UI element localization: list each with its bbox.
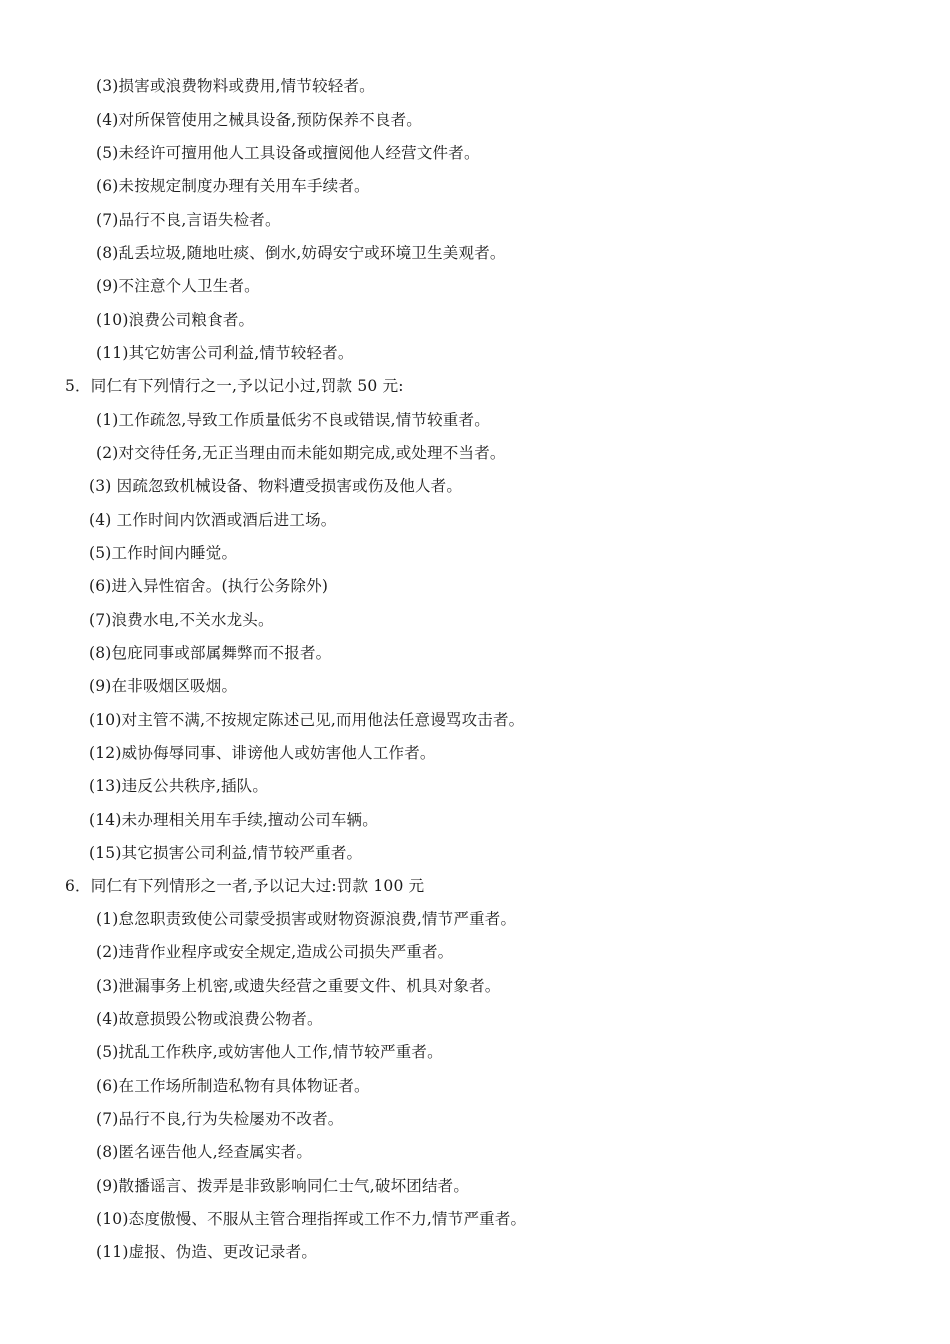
list-item: (2)对交待任务,无正当理由而未能如期完成,或处理不当者。	[96, 444, 506, 462]
list-item: (10)对主管不满,不按规定陈述己见,而用他法任意谩骂攻击者。	[89, 711, 525, 729]
list-item: (11)其它妨害公司利益,情节较轻者。	[96, 344, 354, 362]
list-item: (10)浪费公司粮食者。	[96, 311, 255, 329]
list-item: (10)态度傲慢、不服从主管合理指挥或工作不力,情节严重者。	[96, 1210, 527, 1228]
list-item: (8)包庇同事或部属舞弊而不报者。	[89, 644, 332, 662]
list-item: (3)损害或浪费物料或费用,情节较轻者。	[96, 77, 375, 95]
list-item: (3) 因疏忽致机械设备、物料遭受损害或伤及他人者。	[89, 477, 463, 495]
section-heading: 6．同仁有下列情形之一者,予以记大过:罚款 100 元	[65, 877, 425, 895]
list-item: (7)品行不良,言语失检者。	[96, 211, 281, 229]
list-item: (5)工作时间内睡觉。	[89, 544, 238, 562]
list-item: (9)在非吸烟区吸烟。	[89, 677, 238, 695]
list-item: (7)浪费水电,不关水龙头。	[89, 611, 274, 629]
list-item: (7)品行不良,行为失检屡劝不改者。	[96, 1110, 344, 1128]
list-item: (11)虚报、伪造、更改记录者。	[96, 1243, 318, 1261]
list-item: (6)未按规定制度办理有关用车手续者。	[96, 177, 370, 195]
list-item: (1)怠忽职责致使公司蒙受损害或财物资源浪费,情节严重者。	[96, 910, 517, 928]
section-heading: 5．同仁有下列情行之一,予以记小过,罚款 50 元:	[65, 377, 404, 395]
list-item: (5)未经许可擅用他人工具设备或擅阅他人经营文件者。	[96, 144, 480, 162]
list-item: (5)扰乱工作秩序,或妨害他人工作,情节较严重者。	[96, 1043, 443, 1061]
list-item: (4)故意损毁公物或浪费公物者。	[96, 1010, 323, 1028]
list-item: (9)不注意个人卫生者。	[96, 277, 260, 295]
list-item: (13)违反公共秩序,插队。	[89, 777, 269, 795]
list-item: (6)在工作场所制造私物有具体物证者。	[96, 1077, 370, 1095]
list-item: (9)散播谣言、拨弄是非致影响同仁士气,破坏团结者。	[96, 1177, 470, 1195]
list-item: (1)工作疏忽,导致工作质量低劣不良或错误,情节较重者。	[96, 411, 490, 429]
list-item: (4)对所保管使用之械具设备,预防保养不良者。	[96, 111, 422, 129]
list-item: (6)进入异性宿舍。(执行公务除外)	[89, 577, 329, 595]
list-item: (14)未办理相关用车手续,擅动公司车辆。	[89, 811, 378, 829]
list-item: (8)匿名诬告他人,经查属实者。	[96, 1143, 313, 1161]
list-item: (4) 工作时间内饮酒或酒后进工场。	[89, 511, 337, 529]
list-item: (2)违背作业程序或安全规定,造成公司损失严重者。	[96, 943, 454, 961]
list-item: (3)泄漏事务上机密,或遗失经营之重要文件、机具对象者。	[96, 977, 501, 995]
list-item: (12)威协侮辱同事、诽谤他人或妨害他人工作者。	[89, 744, 436, 762]
list-item: (8)乱丢垃圾,随地吐痰、倒水,妨碍安宁或环境卫生美观者。	[96, 244, 506, 262]
list-item: (15)其它损害公司利益,情节较严重者。	[89, 844, 363, 862]
